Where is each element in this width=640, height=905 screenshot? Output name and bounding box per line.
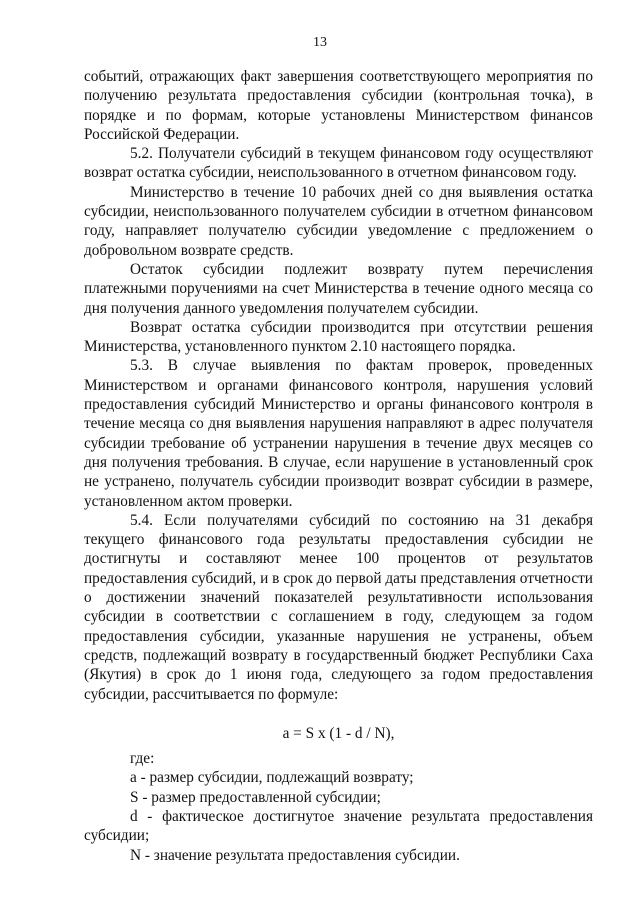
definition-a: a - размер субсидии, подлежащий возврату; bbox=[130, 769, 414, 787]
where-label: где: bbox=[130, 750, 155, 768]
paragraph-5-3: 5.3. В случае выявления по фактам проверок, проведенных Министерством и органами финансового контроля, нарушения условий предоставления субсидий Министерство и органы финансового контроля в течение месяца со дня выявления нарушения направляют в адрес получателя субсидии требование об устранении нарушения в течение двух месяцев со дня получения требования. В случае, если нарушение в установленный срок не устранено, получатель субсидии производит возврат субсидии в размере, установленном актом проверки. bbox=[84, 357, 593, 510]
paragraph-ministry-notice: Министерство в течение 10 рабочих дней со дня выявления остатка субсидии, неиспользованного получателем субсидии в отчетном финансовом году, направляет получателю субсидии уведомление с предложением о добровольном возврате средств. bbox=[84, 183, 593, 259]
formula: a = S x (1 - d / N), bbox=[282, 724, 395, 742]
paragraph-return-condition: Возврат остатка субсидии производится при отсутствии решения Министерства, установленного пунктом 2.10 настоящего порядка. bbox=[84, 318, 593, 356]
paragraph-5-2: 5.2. Получатели субсидий в текущем финансовом году осуществляют возврат остатка субсидии, неиспользованного в отчетном финансовом году. bbox=[84, 145, 593, 182]
page-number: 13 bbox=[313, 35, 327, 50]
paragraph-return-remainder: Остаток субсидии подлежит возврату путем перечисления платежными поручениями на счет Министерства в течение одного месяца со дня получения данного уведомления получателем субсидии. bbox=[84, 260, 593, 317]
definition-n: N - значение результата предоставления субсидии. bbox=[130, 846, 460, 864]
document-body bbox=[84, 67, 593, 865]
paragraph-5-4: 5.4. Если получателями субсидий по состоянию на 31 декабря текущего финансового года результаты предоставления субсидии не достигнуты и составляют менее 100 процентов от результатов предоставления субсидий, и в срок до первой даты представления отчетности о достижении значений показателей результативности использования субсидии в соответствии с соглашением в году, следующем за годом предоставления субсидии, указанные нарушения не устранены, объем средств, подлежащий возврату в государственный бюджет Республики Саха (Якутия) в срок до 1 июня года, следующего за годом предоставления субсидии, рассчитывается по формуле: bbox=[84, 511, 593, 703]
definition-d: d - фактическое достигнутое значение результата предоставления субсидии; bbox=[84, 807, 593, 845]
paragraph-continuation: событий, отражающих факт завершения соответствующего мероприятия по получению результата предоставления субсидии (контрольная точка), в порядке и по формам, которые установлены Министерством финансов Российской Федерации. bbox=[84, 68, 593, 143]
definition-s: S - размер предоставленной субсидии; bbox=[130, 788, 381, 806]
